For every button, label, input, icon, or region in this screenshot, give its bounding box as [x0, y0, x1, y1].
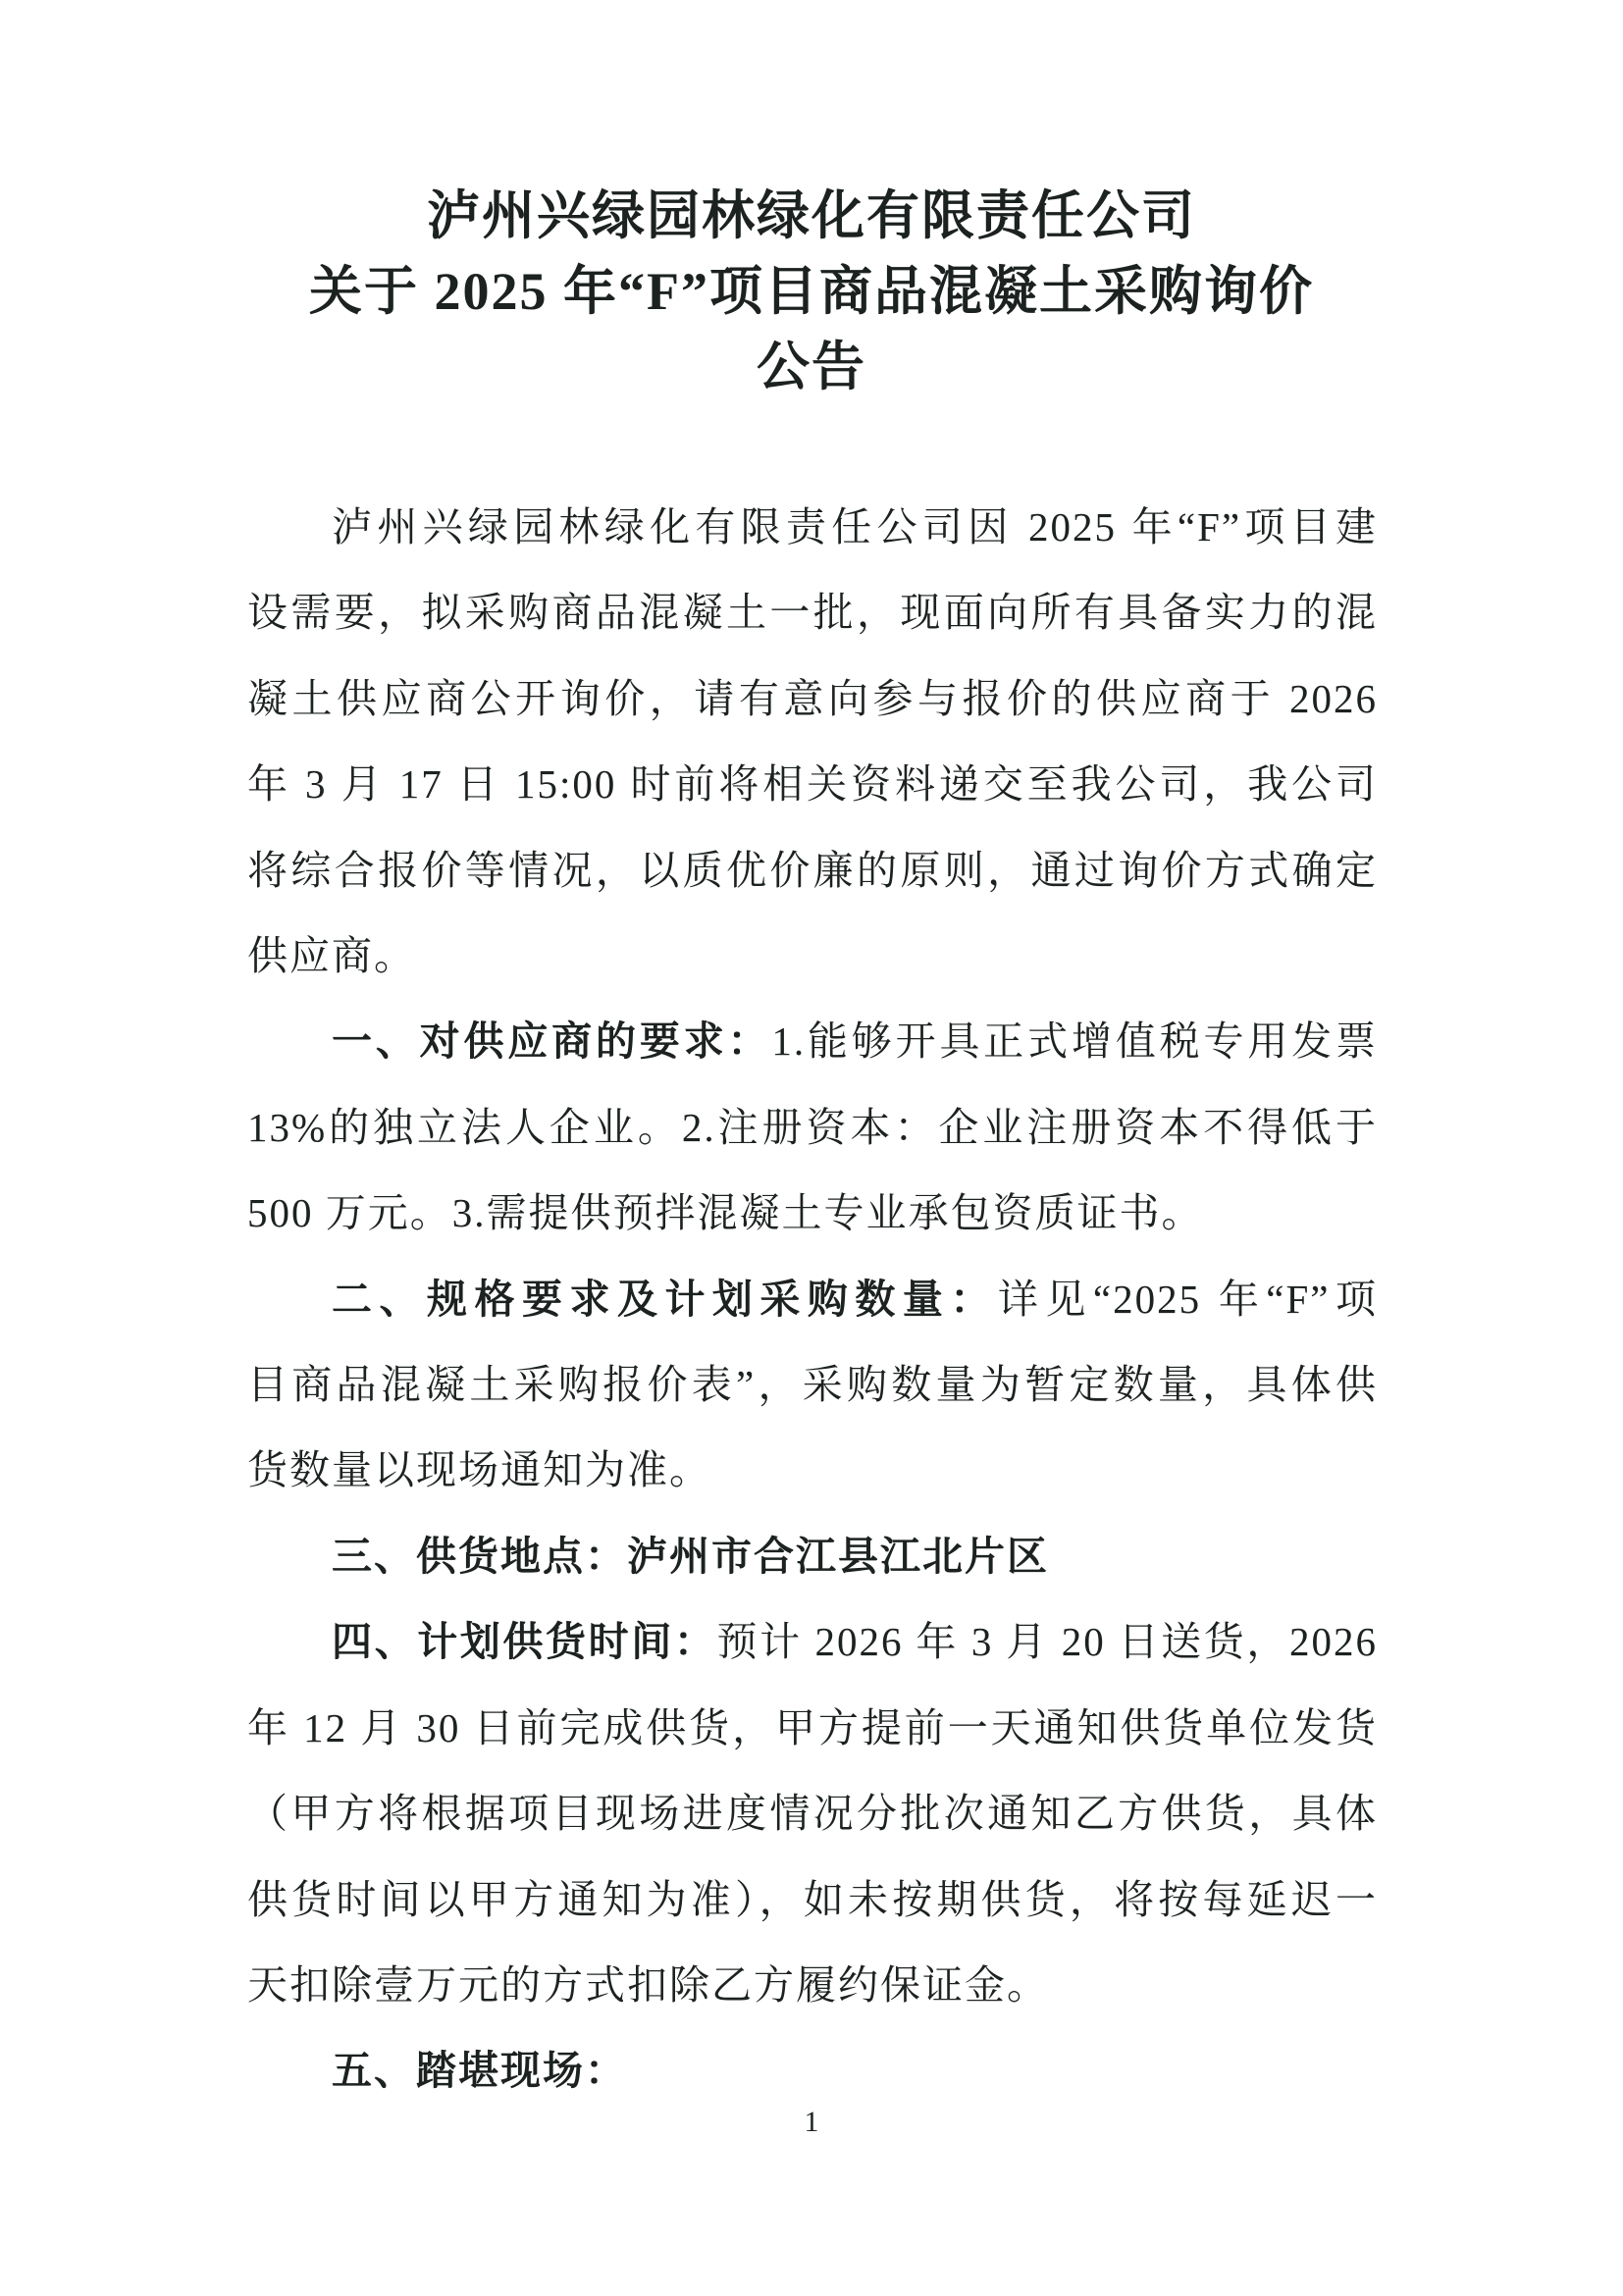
body-text: 货数量以现场通知为准。: [247, 1447, 711, 1493]
document-body: [247, 485, 1378, 2114]
body-text: 年 3 月 17 日 15:00 时前将相关资料递交至我公司，我公司: [247, 761, 1378, 808]
body-line: [247, 1428, 1378, 1513]
body-line: [247, 1599, 1378, 1685]
body-line: [247, 1257, 1378, 1342]
body-text: （甲方将根据项目现场进度情况分批次通知乙方供货，具体: [247, 1791, 1378, 1837]
body-text: 供应商。: [247, 933, 416, 979]
heading-text: 二、规格要求及计划采购数量：: [332, 1276, 998, 1322]
body-line: [247, 1342, 1378, 1428]
body-text: 详见“2025 年“F”项: [997, 1276, 1378, 1322]
page-number: 1: [804, 2106, 819, 2138]
document-title-line-2: 关于 2025 年“F”项目商品混凝土采购询价: [309, 262, 1314, 321]
body-line: [247, 1857, 1378, 1943]
heading-text: 五、踏堪现场：: [332, 2048, 627, 2094]
body-text: 预计 2026 年 3 月 20 日送货，2026: [716, 1619, 1379, 1665]
body-text: 13%的独立法人企业。2.注册资本：企业注册资本不得低于: [247, 1104, 1378, 1150]
body-line: [247, 2028, 1378, 2113]
body-line: [247, 656, 1378, 742]
body-line: [247, 999, 1378, 1084]
body-line: [247, 570, 1378, 655]
body-line: [247, 913, 1378, 999]
body-line: [247, 1171, 1378, 1256]
body-line: [247, 1771, 1378, 1856]
body-text: 将综合报价等情况，以质优价廉的原则，通过询价方式确定: [247, 847, 1378, 893]
document-title-line-3: 公告: [757, 338, 866, 396]
body-text: 目商品混凝土采购报价表”，采购数量为暂定数量，具体供: [247, 1362, 1378, 1408]
body-text: 凝土供应商公开询价，请有意向参与报价的供应商于 2026: [247, 675, 1378, 721]
body-text: 年 12 月 30 日前完成供货，甲方提前一天通知供货单位发货: [247, 1704, 1378, 1750]
document-title: [0, 179, 1623, 405]
body-line: [247, 1085, 1378, 1171]
body-line: [247, 828, 1378, 913]
body-line: [247, 742, 1378, 827]
body-line: [247, 1514, 1378, 1599]
body-text: 1.能够开具正式增值税专用发票: [771, 1018, 1379, 1065]
body-line: [247, 1686, 1378, 1771]
body-text: 设需要，拟采购商品混凝土一批，现面向所有具备实力的混: [247, 590, 1378, 636]
body-line: [247, 485, 1378, 570]
body-text: 泸州兴绿园林绿化有限责任公司因 2025 年“F”项目建: [332, 504, 1378, 549]
document-title-line-1: 泸州兴绿园林绿化有限责任公司: [427, 186, 1196, 245]
body-text: 500 万元。3.需提供预拌混凝土专业承包资质证书。: [247, 1190, 1204, 1236]
heading-text: 四、计划供货时间：: [332, 1619, 717, 1665]
heading-text: 三、供货地点：泸州市合江县江北片区: [332, 1533, 1049, 1579]
body-text: 天扣除壹万元的方式扣除乙方履约保证金。: [247, 1961, 1049, 2008]
body-line: [247, 1943, 1378, 2028]
heading-text: 一、对供应商的要求：: [332, 1018, 772, 1065]
body-text: 供货时间以甲方通知为准），如未按期供货，将按每延迟一: [247, 1876, 1378, 1922]
